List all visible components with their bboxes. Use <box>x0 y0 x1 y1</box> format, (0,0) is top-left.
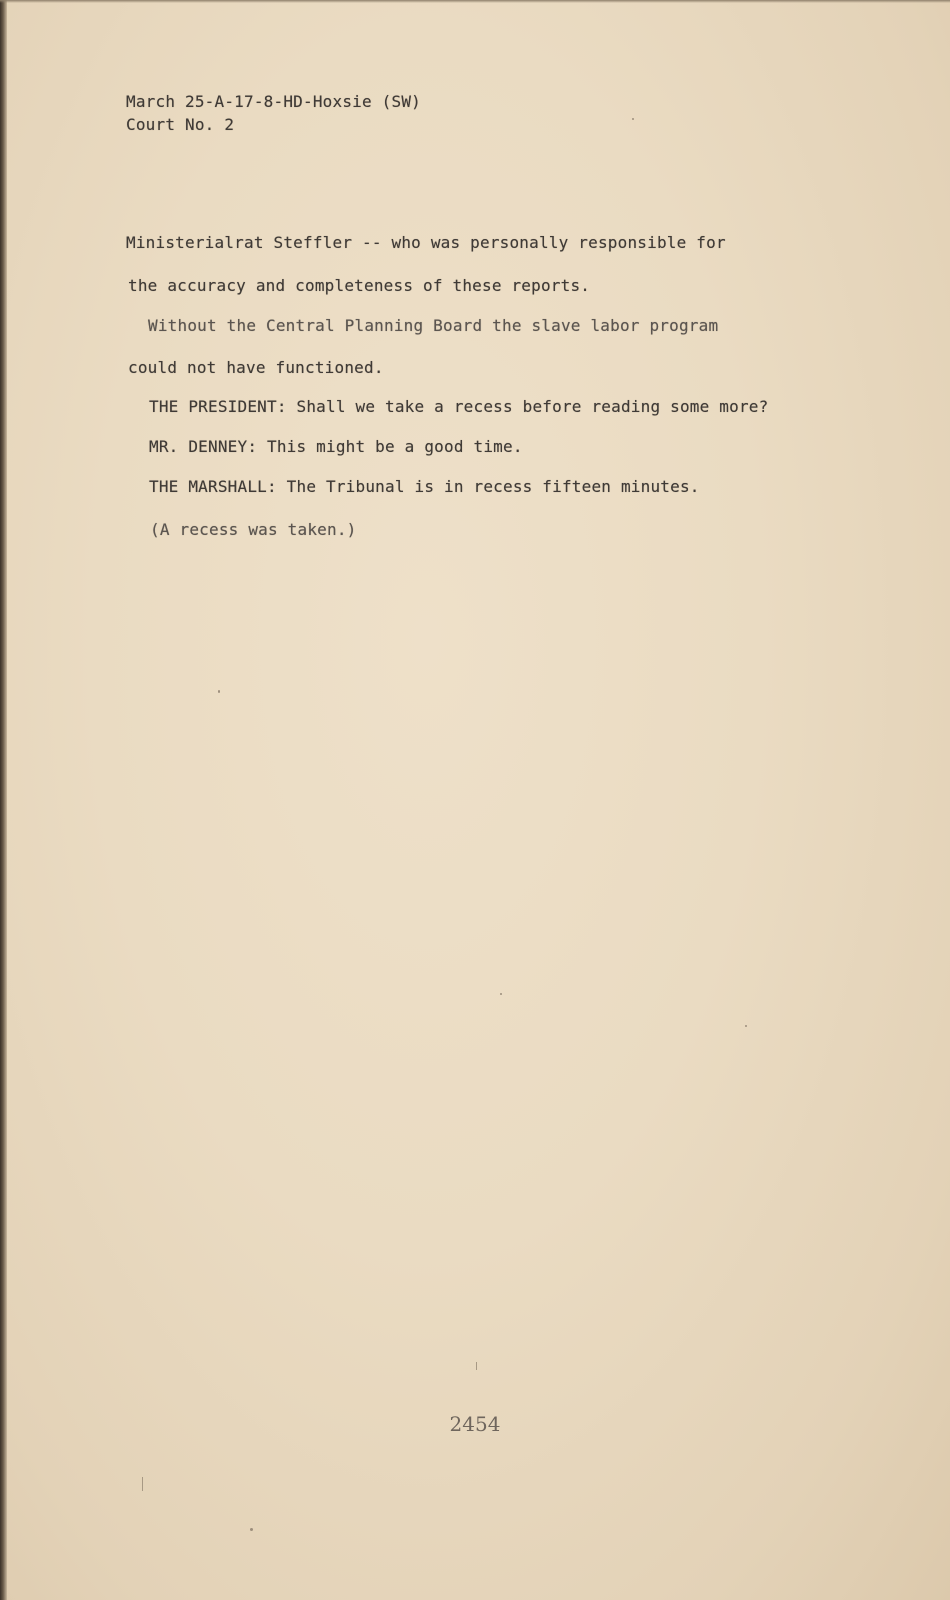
paper-speck <box>250 1528 253 1531</box>
paper-speck <box>218 690 220 693</box>
recess-note: (A recess was taken.) <box>150 520 357 539</box>
body-line-4: could not have functioned. <box>128 358 384 377</box>
paper-left-edge <box>0 0 7 1600</box>
paper-scratch <box>476 1362 477 1370</box>
speaker-line-president: THE PRESIDENT: Shall we take a recess before reading some more? <box>149 397 769 416</box>
paper-speck <box>745 1025 747 1027</box>
header-session-line: March 25-A-17-8-HD-Hoxsie (SW) <box>126 92 421 111</box>
paper-speck <box>500 993 502 995</box>
paper-top-edge <box>0 0 950 3</box>
body-line-3: Without the Central Planning Board the slave labor program <box>148 316 719 335</box>
body-line-1: Ministerialrat Steffler -- who was personally responsible for <box>126 233 726 252</box>
page-number: 2454 <box>449 1412 501 1436</box>
body-line-2: the accuracy and completeness of these reports. <box>128 276 591 295</box>
header-court-line: Court No. 2 <box>126 115 235 134</box>
paper-scratch <box>142 1477 143 1491</box>
speaker-line-denney: MR. DENNEY: This might be a good time. <box>149 437 523 456</box>
speaker-line-marshall: THE MARSHALL: The Tribunal is in recess fifteen minutes. <box>149 477 700 496</box>
paper-speck <box>632 118 634 120</box>
